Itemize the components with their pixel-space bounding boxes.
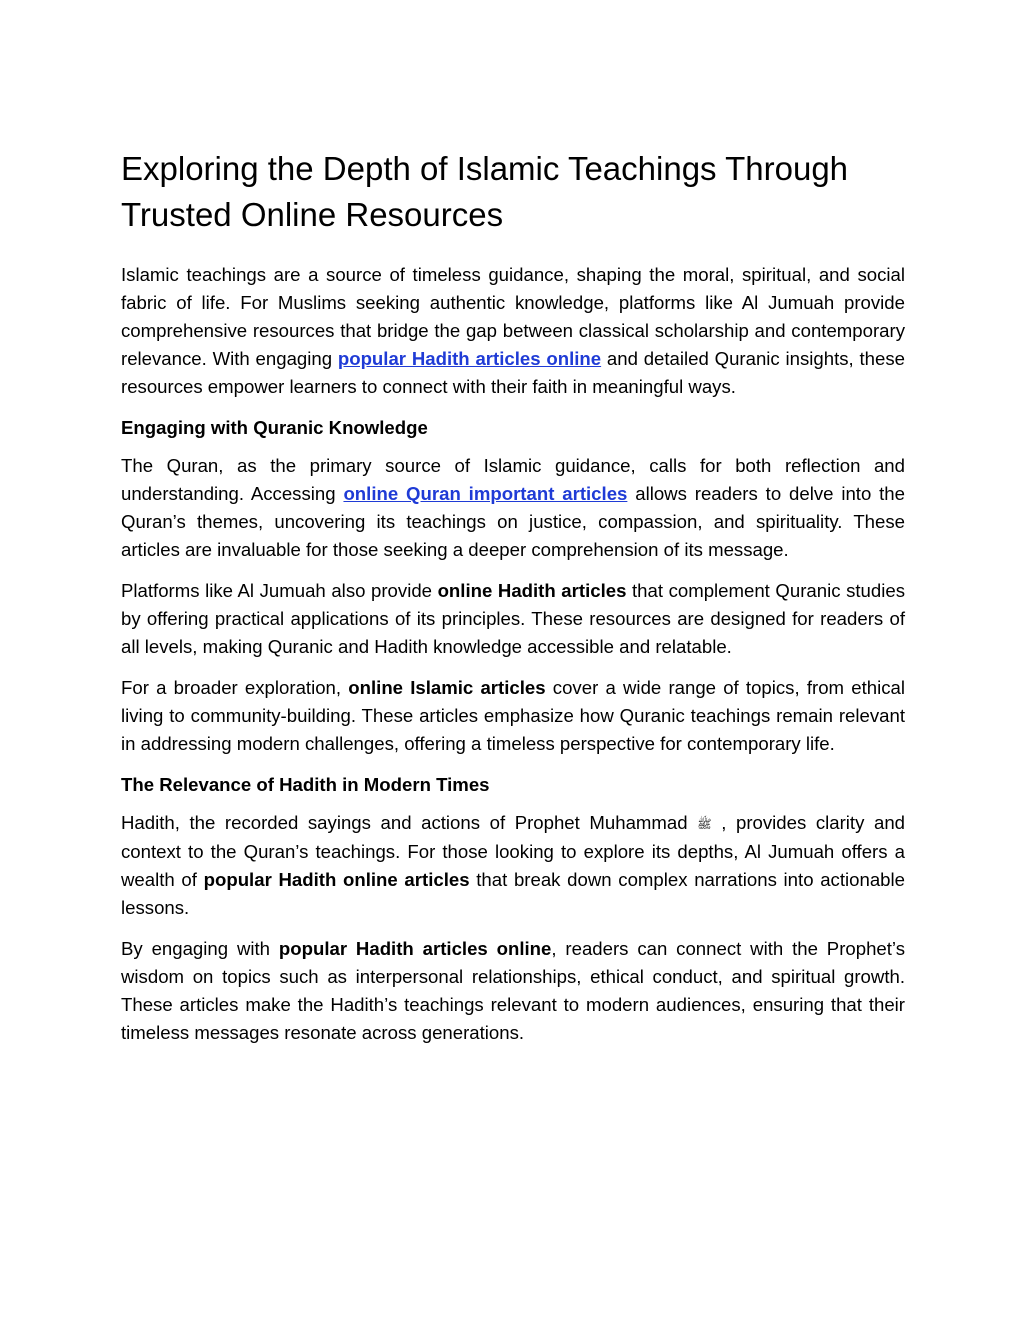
prophet-wisdom-text-1: By engaging with bbox=[121, 938, 279, 960]
hadith-relevance-text-2: , provides clarity and context to the Quran’s teachings. For those looking to explore its depths, Al Jumuah offers a wealth of bbox=[121, 812, 905, 891]
hadith-relevance-bold: popular Hadith online articles bbox=[203, 869, 470, 891]
quran-paragraph bbox=[121, 452, 905, 564]
hadith-articles-bold: online Hadith articles bbox=[437, 580, 627, 601]
intro-paragraph bbox=[121, 261, 905, 401]
quran-text-1: The Quran, as the primary source of Islamic guidance, calls for both reflection and understanding. Accessing bbox=[121, 455, 905, 504]
prophet-wisdom-bold: popular Hadith articles online bbox=[278, 938, 552, 960]
islamic-articles-text-2: cover a wide range of topics, from ethical living to community-building. These articles emphasize how Quranic teachings remain relevant in addressing modern challenges, offering a timeless perspective for contemporary life. bbox=[121, 677, 905, 754]
honorific-glyph: ﷺ bbox=[697, 817, 712, 832]
intro-text-1: Islamic teachings are a source of timeless guidance, shaping the moral, spiritual, and social fabric of life. For Muslims seeking authentic knowledge, platforms like Al Jumuah provide comprehensive resources that bridge the gap between classical scholarship and contemporary relevance. With engaging bbox=[121, 264, 905, 369]
intro-text-2: and detailed Quranic insights, these resources empower learners to connect with their faith in meaningful ways. bbox=[121, 348, 905, 397]
heading-hadith-relevance: The Relevance of Hadith in Modern Times bbox=[121, 774, 490, 795]
document-page bbox=[121, 146, 905, 1060]
islamic-articles-bold: online Islamic articles bbox=[348, 677, 546, 698]
hadith-articles-paragraph bbox=[121, 577, 905, 661]
online-quran-articles-link[interactable]: online Quran important articles bbox=[343, 483, 628, 504]
hadith-relevance-text-3: that break down complex narrations into actionable lessons. bbox=[121, 869, 905, 919]
heading-quranic-knowledge: Engaging with Quranic Knowledge bbox=[121, 417, 428, 438]
islamic-articles-text-1: For a broader exploration, bbox=[121, 677, 349, 698]
islamic-articles-paragraph bbox=[121, 674, 905, 758]
quran-text-2: allows readers to delve into the Quran’s themes, uncovering its teachings on justice, compassion, and spirituality. These articles are invaluable for those seeking a deeper comprehension of its message. bbox=[121, 483, 905, 560]
hadith-relevance-text-1: Hadith, the recorded sayings and actions of Prophet Muhammad bbox=[121, 812, 698, 833]
popular-hadith-articles-link[interactable]: popular Hadith articles online bbox=[337, 348, 602, 369]
hadith-relevance-paragraph bbox=[121, 809, 905, 922]
hadith-articles-text-1: Platforms like Al Jumuah also provide bbox=[121, 580, 438, 601]
hadith-articles-text-2: that complement Quranic studies by offering practical applications of its principles. These resources are designed for readers of all levels, making Quranic and Hadith knowledge accessible and relatable. bbox=[121, 580, 905, 657]
prophet-wisdom-paragraph bbox=[121, 935, 905, 1047]
document-title: Exploring the Depth of Islamic Teachings Through Trusted Online Resources bbox=[121, 150, 849, 233]
prophet-wisdom-text-2: , readers can connect with the Prophet’s wisdom on topics such as interpersonal relationships, ethical conduct, and spiritual growth. These articles make the Hadith’s teachings relevant to modern audiences, ensuring that their timeless messages resonate across generations. bbox=[121, 938, 906, 1044]
